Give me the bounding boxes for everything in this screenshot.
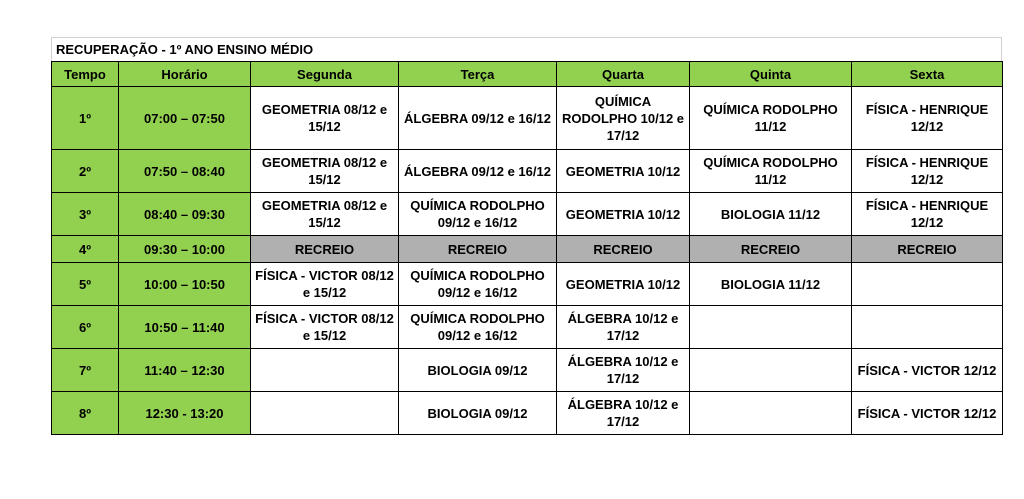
quinta-cell: QUÍMICA RODOLPHO 11/12 xyxy=(690,150,852,193)
segunda-cell: FÍSICA - VICTOR 08/12 e 15/12 xyxy=(251,263,399,306)
sexta-cell: FÍSICA - VICTOR 12/12 xyxy=(852,392,1003,435)
sexta-cell: FÍSICA - HENRIQUE 12/12 xyxy=(852,150,1003,193)
terca-cell: ÁLGEBRA 09/12 e 16/12 xyxy=(399,150,557,193)
horario-cell: 07:50 – 08:40 xyxy=(119,150,251,193)
recreio-cell: RECREIO xyxy=(399,236,557,263)
sexta-cell xyxy=(852,263,1003,306)
schedule-sheet xyxy=(51,37,1002,435)
sexta-cell: FÍSICA - VICTOR 12/12 xyxy=(852,349,1003,392)
table-row xyxy=(52,150,1003,193)
segunda-cell xyxy=(251,349,399,392)
schedule-table xyxy=(51,61,1003,435)
header-segunda: Segunda xyxy=(251,62,399,87)
quarta-cell: GEOMETRIA 10/12 xyxy=(557,193,690,236)
quinta-cell: QUÍMICA RODOLPHO 11/12 xyxy=(690,87,852,150)
quinta-cell xyxy=(690,392,852,435)
horario-cell: 12:30 - 13:20 xyxy=(119,392,251,435)
horario-cell: 09:30 – 10:00 xyxy=(119,236,251,263)
header-horario: Horário xyxy=(119,62,251,87)
tempo-cell: 7º xyxy=(52,349,119,392)
table-row xyxy=(52,263,1003,306)
table-row xyxy=(52,306,1003,349)
terca-cell: BIOLOGIA 09/12 xyxy=(399,392,557,435)
tempo-cell: 3º xyxy=(52,193,119,236)
quarta-cell: ÁLGEBRA 10/12 e 17/12 xyxy=(557,306,690,349)
table-row xyxy=(52,349,1003,392)
schedule-title: RECUPERAÇÃO - 1º ANO ENSINO MÉDIO xyxy=(51,37,1002,61)
quinta-cell xyxy=(690,349,852,392)
sexta-cell: FÍSICA - HENRIQUE 12/12 xyxy=(852,87,1003,150)
recreio-cell: RECREIO xyxy=(690,236,852,263)
tempo-cell: 8º xyxy=(52,392,119,435)
horario-cell: 07:00 – 07:50 xyxy=(119,87,251,150)
horario-cell: 11:40 – 12:30 xyxy=(119,349,251,392)
horario-cell: 08:40 – 09:30 xyxy=(119,193,251,236)
tempo-cell: 2º xyxy=(52,150,119,193)
quarta-cell: GEOMETRIA 10/12 xyxy=(557,263,690,306)
table-row xyxy=(52,87,1003,150)
table-row xyxy=(52,392,1003,435)
header-quinta: Quinta xyxy=(690,62,852,87)
segunda-cell: FÍSICA - VICTOR 08/12 e 15/12 xyxy=(251,306,399,349)
table-row xyxy=(52,193,1003,236)
quarta-cell: GEOMETRIA 10/12 xyxy=(557,150,690,193)
header-terca: Terça xyxy=(399,62,557,87)
horario-cell: 10:50 – 11:40 xyxy=(119,306,251,349)
quinta-cell: BIOLOGIA 11/12 xyxy=(690,263,852,306)
recreio-cell: RECREIO xyxy=(251,236,399,263)
terca-cell: BIOLOGIA 09/12 xyxy=(399,349,557,392)
break-row xyxy=(52,236,1003,263)
header-row xyxy=(52,62,1003,87)
terca-cell: QUÍMICA RODOLPHO 09/12 e 16/12 xyxy=(399,193,557,236)
quinta-cell xyxy=(690,306,852,349)
tempo-cell: 5º xyxy=(52,263,119,306)
header-quarta: Quarta xyxy=(557,62,690,87)
quarta-cell: QUÍMICA RODOLPHO 10/12 e 17/12 xyxy=(557,87,690,150)
header-tempo: Tempo xyxy=(52,62,119,87)
recreio-cell: RECREIO xyxy=(852,236,1003,263)
segunda-cell xyxy=(251,392,399,435)
tempo-cell: 4º xyxy=(52,236,119,263)
sexta-cell xyxy=(852,306,1003,349)
terca-cell: ÁLGEBRA 09/12 e 16/12 xyxy=(399,87,557,150)
tempo-cell: 1º xyxy=(52,87,119,150)
segunda-cell: GEOMETRIA 08/12 e 15/12 xyxy=(251,193,399,236)
terca-cell: QUÍMICA RODOLPHO 09/12 e 16/12 xyxy=(399,306,557,349)
quarta-cell: ÁLGEBRA 10/12 e 17/12 xyxy=(557,349,690,392)
header-sexta: Sexta xyxy=(852,62,1003,87)
horario-cell: 10:00 – 10:50 xyxy=(119,263,251,306)
terca-cell: QUÍMICA RODOLPHO 09/12 e 16/12 xyxy=(399,263,557,306)
tempo-cell: 6º xyxy=(52,306,119,349)
segunda-cell: GEOMETRIA 08/12 e 15/12 xyxy=(251,150,399,193)
recreio-cell: RECREIO xyxy=(557,236,690,263)
segunda-cell: GEOMETRIA 08/12 e 15/12 xyxy=(251,87,399,150)
quinta-cell: BIOLOGIA 11/12 xyxy=(690,193,852,236)
sexta-cell: FÍSICA - HENRIQUE 12/12 xyxy=(852,193,1003,236)
quarta-cell: ÁLGEBRA 10/12 e 17/12 xyxy=(557,392,690,435)
